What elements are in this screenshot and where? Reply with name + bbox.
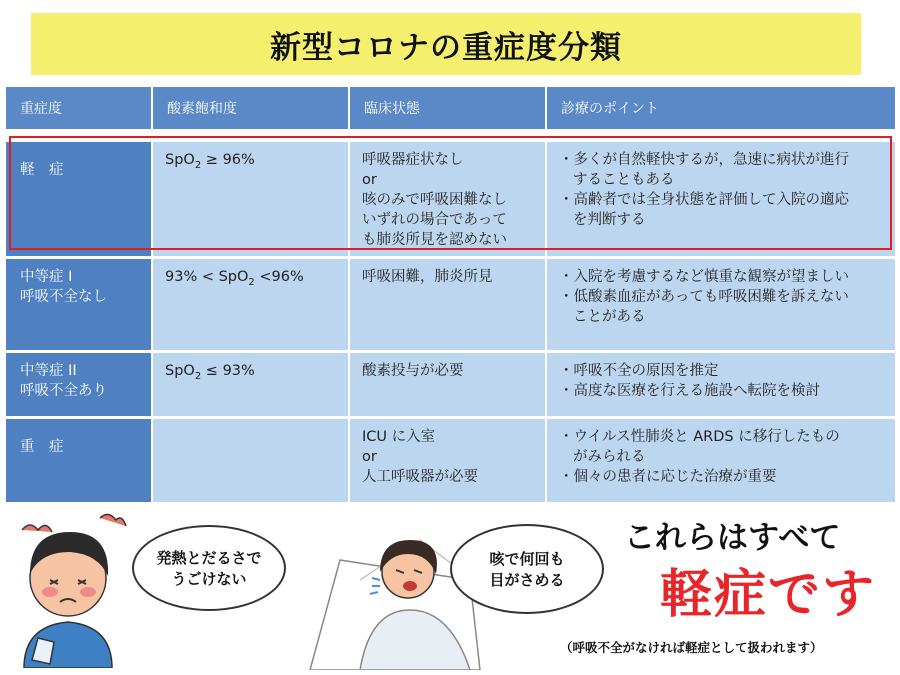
grade-label: 軽 症 [20,162,64,178]
point-line: することもある [573,172,675,188]
clinical-line: 咳のみで呼吸困難なし [362,192,507,208]
clinical-line: ICU に入室 [362,429,436,445]
title-banner [31,13,861,75]
page-title: 新型コロナの重症度分類 [270,29,622,66]
clinical-moderate-2 [350,353,545,419]
speech-bubble-cough [450,524,604,614]
speech-bubble-fever [132,525,286,611]
spo2-mild [153,142,348,259]
header-points: 診療のポイント [547,87,895,129]
spo2-moderate-1 [153,259,348,353]
clinical-line: or [362,449,377,465]
grade-label: 重 症 [20,439,64,455]
spo2-value: SpO$_2$ ≥ 96% [165,152,255,171]
bubble-line: 発熱とだるさで [156,549,262,567]
bubble-line: 咳で何回も [489,550,565,568]
points-severe [547,419,895,505]
clinical-line: or [362,172,377,188]
spo2-value: SpO$_2$ ≤ 93% [165,363,255,382]
point-line: ことがある [573,309,646,325]
grade-sublabel: 呼吸不全あり [20,383,107,399]
header-clinical: 臨床状態 [350,87,545,129]
steam-icon [100,514,126,526]
spo2-value: 93% < SpO$_2$ <96% [165,269,304,288]
mouth-shape [403,581,417,591]
clinical-severe [350,419,545,505]
conclusion-line-2: 軽症です [660,565,877,625]
point-line: ・個々の患者に応じた治療が重要 [559,469,777,485]
grade-mild [6,142,151,259]
point-line: がみられる [573,449,646,465]
header-severity: 重症度 [6,87,151,129]
point-line: ・高度な医療を行える施設へ転院を検討 [559,383,820,399]
spo2-severe [153,419,348,505]
point-line: ・ウイルス性肺炎と ARDS に移行したもの [559,429,840,445]
cheek-shape [42,587,58,597]
clinical-line: 呼吸困難，肺炎所見 [362,269,493,285]
spo2-moderate-2 [153,353,348,419]
clinical-line: 酸素投与が必要 [362,363,464,379]
cheek-shape [80,587,96,597]
grade-sublabel: 呼吸不全なし [20,289,107,305]
clinical-line: も肺炎所見を認めない [362,232,507,248]
point-line: ・入院を考慮するなど慎重な観察が望ましい [559,269,849,285]
point-line: ・呼吸不全の原因を推定 [559,363,719,379]
point-line: ・低酸素血症があっても呼吸困難を訴えない [559,289,849,305]
steam-icon [22,525,52,532]
grade-moderate-1 [6,259,151,353]
bubble-line: 目がさめる [489,571,565,589]
feverish-person-illustration [8,508,128,668]
point-line: ・高齢者では全身状態を評価して入院の適応 [559,192,849,208]
grade-severe [6,419,151,505]
conclusion-line-1: これらはすべて [624,520,841,556]
clinical-moderate-1 [350,259,545,353]
points-moderate-2 [547,353,895,419]
clinical-line: いずれの場合であって [362,212,507,228]
grade-label: 中等症 II [20,363,77,379]
clinical-line: 呼吸器症状なし [362,152,464,168]
points-moderate-1 [547,259,895,353]
point-line: を判断する [573,212,646,228]
header-spo2: 酸素飽和度 [153,87,348,129]
clinical-mild [350,142,545,259]
severity-table [6,87,895,505]
grade-label: 中等症 I [20,269,73,285]
footnote: （呼吸不全がなければ軽症として扱われます） [560,640,823,655]
bubble-line: うごけない [171,570,247,588]
points-mild [547,142,895,259]
grade-moderate-2 [6,353,151,419]
point-line: ・多くが自然軽快するが，急速に病状が進行 [559,152,849,168]
clinical-line: 人工呼吸器が必要 [362,469,478,485]
coughing-person-illustration [300,520,490,670]
